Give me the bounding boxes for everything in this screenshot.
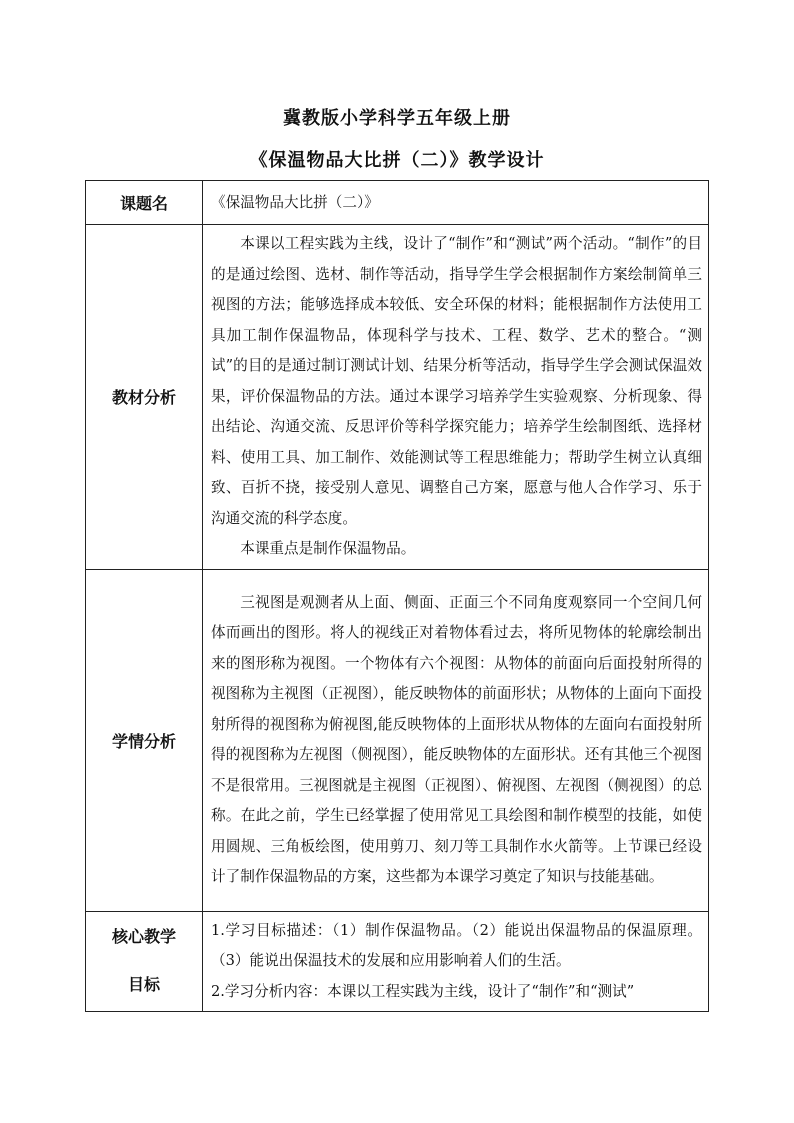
table-row-material-analysis [86, 225, 709, 570]
topic-text: 《保温物品大比拼（二）》 [211, 193, 379, 211]
table-row-core-goals [86, 911, 709, 1012]
material-analysis-content [203, 225, 709, 570]
student-analysis-label: 学情分析 [86, 569, 203, 911]
core-goals-content [203, 911, 709, 1012]
core-goals-label [86, 911, 203, 1012]
topic-label: 课题名 [86, 181, 203, 225]
material-analysis-paragraph: 本课以工程实践为主线，设计了“制作”和“测试”两个活动。“制作”的目的是通过绘图、选材、制作等活动，指导学生学会根据制作方案绘制简单三视图的方法；能够选择成本较低、安全环保的材料；能根据制作方法使用工具加工制作保温物品，体现科学与技术、工程、数学、艺术的整合。“测试”的目的是通过制订测试计划、结果分析等活动，指导学生学会测试保温效果，评价保温物品的方法。通过本课学习培养学生实验观察、分析现象、得出结论、沟通交流、反思评价等科学探究能力；培养学生绘制图纸、选择材料、使用工具、加工制作、效能测试等工程思维能力；帮助学生树立认真细致、百折不挠，接受别人意见、调整自己方案，愿意与他人合作学习、乐于沟通交流的科学态度。 [211, 235, 702, 527]
core-goals-line-1: 1.学习目标描述：（1）制作保温物品。（2）能说出保温物品的保温原理。（3）能说出保温技术的发展和应用影响着人们的生活。 [211, 921, 702, 969]
core-goals-label-line1: 核心教学 [111, 927, 176, 947]
table-row-topic [86, 181, 709, 225]
core-goals-line-2: 2.学习分析内容：本课以工程实践为主线，设计了“制作”和“测试” [211, 982, 635, 1000]
material-analysis-focus: 本课重点是制作保温物品。 [240, 540, 416, 557]
document-title: 冀教版小学科学五年级上册 [283, 108, 511, 129]
core-goals-label-line2: 目标 [127, 975, 160, 995]
lesson-design-table [85, 180, 709, 1012]
topic-value [203, 181, 709, 225]
document-subtitle: 《保温物品大比拼（二）》教学设计 [249, 150, 545, 171]
student-analysis-paragraph: 三视图是观测者从上面、侧面、正面三个不同角度观察同一个空间几何体而画出的图形。将人的视线正对着物体看过去，将所见物体的轮廓绘制出来的图形称为视图。一个物体有六个视图：从物体的前面向后面投射所得的视图称为主视图（正视图），能反映物体的前面形状；从物体的上面向下面投射所得的视图称为俯视图,能反映物体的上面形状从物体的左面向右面投射所得的视图称为左视图（侧视图），能反映物体的左面形状。还有其他三个视图不是很常用。三视图就是主视图（正视图）、俯视图、左视图（侧视图）的总称。在此之前，学生已经掌握了使用常见工具绘图和制作模型的技能，如使用圆规、三角板绘图，使用剪刀、刻刀等工具制作水火箭等。上节课已经设计了制作保温物品的方案，这些都为本课学习奠定了知识与技能基础。 [211, 593, 702, 885]
material-analysis-label: 教材分析 [86, 225, 203, 570]
table-row-student-analysis [86, 569, 709, 911]
student-analysis-content [203, 569, 709, 911]
